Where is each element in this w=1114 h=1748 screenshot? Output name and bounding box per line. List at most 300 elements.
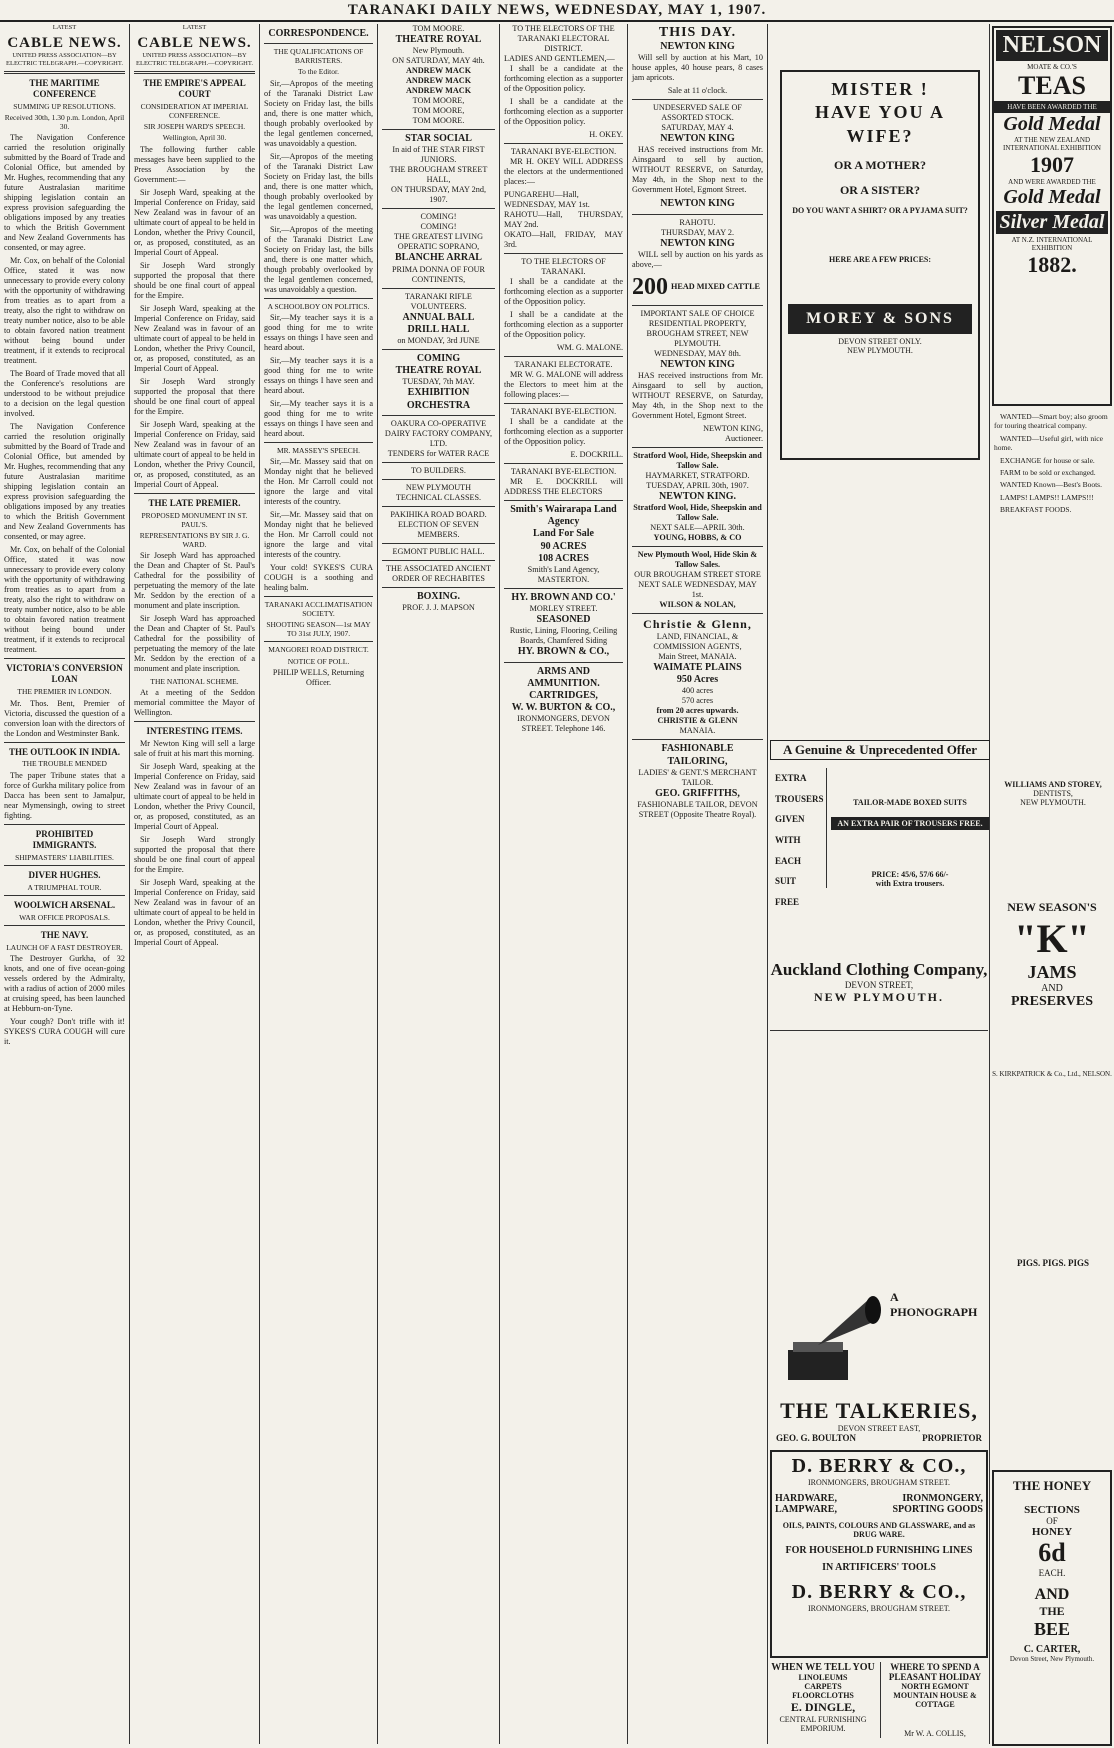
sale-heading: UNDESERVED SALE OF ASSORTED STOCK. [653, 103, 742, 123]
auction-paragraph: HAS received instructions from Mr. Ainsgaard to sell by auction, WITHOUT RESERVE, on Saturday, May 4th, in the Shop next to the Government Hotel, Egmont Street. [632, 371, 763, 421]
auctioneer-name: NEWTON KING. [658, 491, 737, 503]
credit-line: UNITED PRESS ASSOCIATION—BY [12, 52, 117, 60]
article-heading: THE OUTLOOK IN INDIA. [8, 746, 121, 757]
cattle-count: 200 [632, 273, 668, 300]
extra-trousers-sidebar [775, 768, 824, 913]
article-paragraph: Sir Joseph Ward, speaking at the Imperial Conference on Friday, said New Zealand was in favour of an ultimate court of appeal to be held in London, whether the Privy Council, or, as proposed, constituted, as an Imperial Court of Appeal. [134, 187, 255, 257]
sale-heading: Stratford Wool, Hide, Sheepskin and Tallow Sale. [633, 451, 762, 471]
phonograph-ad [890, 1290, 988, 1320]
this-day-heading: THIS DAY. [658, 25, 737, 40]
event-heading: BOXING. [416, 590, 461, 602]
article-subheading: THE TROUBLE MENDED [22, 759, 107, 769]
sale-place: HAYMARKET, STRATFORD. [645, 471, 750, 481]
letter-paragraph: Sir,—Mr. Massey said that on Monday night that he believed the Hon. Mr Carroll could not ignore the large and vital interests of the country. [264, 509, 373, 559]
berry-line: SPORTING GOODS [892, 1504, 983, 1515]
berry-address: IRONMONGERS, BROUGHAM STREET. [807, 1604, 951, 1613]
performer-name: ANDREW MACK [405, 86, 472, 96]
extra-word: WITH [775, 835, 801, 846]
performer-name: ANDREW MACK [405, 66, 472, 76]
berry-name: D. BERRY & CO., [791, 1455, 967, 1477]
letter-paragraph: Sir,—Apropos of the meeting of the Taranaki District Law Society on Friday last, the bills and, there is one matter which, though probably overlooked by the legal gentlemen concerned, was unavoidably a question. [264, 151, 373, 221]
classified-item: LAMPS! LAMPS!! LAMPS!!! [1000, 492, 1094, 502]
article-subheading: SHIPMASTERS' LIABILITIES. [15, 852, 114, 862]
extra-word: EACH [775, 855, 802, 866]
nelson-name: NELSON [996, 30, 1108, 61]
section-title: CORRESPONDENCE. [268, 28, 369, 39]
column-2 [130, 24, 260, 1744]
auction-paragraph: WILL sell by auction on his yards as above,— [632, 249, 763, 269]
performer-name: BLANCHE ARRAL [395, 252, 482, 264]
classifieds [994, 412, 1112, 517]
acreage: 108 ACRES [538, 552, 589, 564]
extra-word: TROUSERS [775, 793, 824, 804]
performer-name: ANDREW MACK [405, 76, 472, 86]
firm-name: Christie & Glenn, [643, 617, 752, 632]
firm-address: MANAIA. [679, 726, 716, 736]
teas-word: TEAS [1018, 71, 1086, 100]
article-heading: THE EMPIRE'S APPEAL COURT [143, 78, 246, 100]
sale-heading: IMPORTANT SALE OF CHOICE RESIDENTIAL PROPERTY, BROUGHAM STREET, NEW PLYMOUTH. [640, 309, 755, 349]
article-paragraph: The Board of Trade moved that all the Conference's resolutions are understood to be without prejudice to a decision on the legal question involved. [4, 369, 125, 419]
article-paragraph: Mr. Thos. Bent, Premier of Victoria, discussed the question of a conversion loan with the directors of the London and Westminster Bank. [4, 698, 125, 738]
firm-name: GEO. GRIFFITHS, [655, 787, 740, 799]
article-subheading: THE NATIONAL SCHEME. [150, 677, 239, 687]
text-line: COMING! [420, 212, 457, 222]
dentists-place: NEW PLYMOUTH. [1020, 798, 1086, 807]
notice-paragraph: MR W. G. MALONE will address the Electors to meet him at the following places:— [504, 370, 623, 399]
silver-medal: Silver Medal [996, 211, 1108, 234]
honey-line: BEE [1033, 1619, 1071, 1639]
firm-address: Main Street, MANAIA. [658, 652, 737, 662]
ad-subheading: CARTRIDGES, [529, 689, 598, 701]
carter-address: Devon Street, New Plymouth. [1009, 1655, 1095, 1663]
signature: WM. G. MALONE. [556, 343, 623, 352]
auctioneer-title: Auctioneer. [725, 434, 763, 444]
text-line: THE GREATEST LIVING OPERATIC SOPRANO, [394, 232, 483, 252]
mister-heading: WIFE? [846, 125, 914, 146]
notice-paragraph: I shall be a candidate at the forthcoming election as a supporter of the Opposition policy. [504, 310, 623, 339]
notice-heading: TO THE ELECTORS OF TARANAKI. [521, 257, 606, 276]
letter-heading: MR. MASSEY'S SPEECH. [276, 445, 361, 455]
auctioneer-name: NEWTON KING, [703, 424, 763, 434]
awarded-line: AND WERE AWARDED THE [1008, 178, 1096, 186]
auckland-place: NEW PLYMOUTH. [813, 990, 944, 1004]
article-paragraph: At a meeting of the Seddon memorial committee the Mayor of Wellington. [134, 688, 255, 718]
morey-address: DEVON STREET ONLY. [838, 337, 922, 347]
auckland-address: DEVON STREET, [844, 980, 914, 990]
kirkpatrick: S. KIRKPATRICK & Co., Ltd., NELSON. [992, 1070, 1112, 1078]
acreage: 950 Acres [676, 674, 719, 686]
notice-subheading: SHOOTING SEASON—1st MAY TO 31st JULY, 1907. [266, 620, 371, 639]
agency-name: Smith's Land Agency, [527, 564, 600, 574]
article-paragraph: Sir Joseph Ward strongly supported the proposal that there should be one final court of appeal for the Empire. [134, 835, 255, 875]
morey-logo: MOREY & SONS [788, 304, 972, 334]
berry-address: IRONMONGERS, BROUGHAM STREET. [807, 1478, 951, 1487]
text-line: NEW PLYMOUTH TECHNICAL CLASSES. [395, 482, 482, 502]
ad-subheading: Land For Sale [533, 528, 594, 540]
performer-name: TOM MOORE. [412, 116, 465, 126]
auctioneer-name: NEWTON KING [660, 237, 735, 249]
morey-place: NEW PLYMOUTH. [847, 346, 913, 356]
extra-pair-banner: AN EXTRA PAIR OF TROUSERS FREE. [831, 817, 989, 830]
latest-label: LATEST [52, 24, 77, 31]
text-line: THE BROUGHAM STREET HALL, [389, 165, 488, 185]
mister-question: OR A SISTER? [839, 183, 921, 198]
place-line: OKATO—Hall, FRIDAY, MAY 3rd. [504, 230, 623, 249]
article-subheading: LAUNCH OF A FAST DESTROYER. [6, 942, 123, 952]
acreage: 90 ACRES [540, 540, 587, 552]
theatre-heading: THEATRE ROYAL [395, 365, 482, 377]
berry-advertisement [770, 1450, 988, 1658]
merchant-name: HY. BROWN & CO., [517, 646, 610, 658]
extra-word: SUIT [775, 876, 797, 887]
berry-line: IN ARTIFICERS' TOOLS [822, 1562, 936, 1573]
honey-line: AND [1034, 1586, 1070, 1603]
year: 1882. [1027, 252, 1077, 277]
notice-heading: TARANAKI ACCLIMATISATION SOCIETY. [264, 599, 373, 619]
column-6 [628, 24, 768, 1744]
letter-paragraph: Sir,—My teacher says it is a good thing for me to write essays on things I have seen and heard about. [264, 355, 373, 395]
auctioneer-name: NEWTON KING [660, 133, 735, 145]
classified-item: WANTED Known—Best's Boots. [1000, 480, 1102, 490]
auction-paragraph: Will sell by auction at his Mart, 10 house apples, 40 house pears, 8 cases jam apricots. [632, 53, 763, 83]
article-paragraph: Mr Newton King will sell a large sale of fruit at his mart this morning. [134, 739, 255, 759]
text-line: ON THURSDAY, MAY 2nd, 1907. [390, 185, 486, 205]
text-line: TARANAKI RIFLE VOLUNTEERS. [405, 291, 472, 311]
notice-heading: TARANAKI BYE-ELECTION. [510, 407, 617, 416]
shirt-question: DO YOU WANT A SHIRT? OR A PYJAMA SUIT? [792, 206, 968, 216]
and-word: AND [1041, 983, 1063, 994]
advertisement: Your cold! SYKES'S CURA COUGH is a soothing and healing balm. [264, 562, 373, 592]
article-heading: PROHIBITED IMMIGRANTS. [32, 828, 97, 850]
expo-line: AT THE NEW ZEALAND INTERNATIONAL EXHIBITION [1003, 136, 1101, 152]
text-line: ON SATURDAY, MAY 4th. [392, 56, 485, 66]
berry-line: FOR HOUSEHOLD FURNISHING LINES [785, 1545, 973, 1556]
notice-heading: TARANAKI BYE-ELECTION. [510, 467, 617, 476]
firm-address: FASHIONABLE TAILOR, DEVON STREET (Opposite Theatre Royal). [637, 800, 758, 820]
column-1 [0, 24, 130, 1744]
cable-news-title: CABLE NEWS. [137, 34, 252, 51]
honey-line: THE [1039, 1604, 1065, 1618]
event-heading: EXHIBITION ORCHESTRA [406, 387, 471, 411]
to-editor: To the Editor. [298, 67, 339, 77]
column-3 [260, 24, 378, 1744]
sale-heading: New Plymouth Wool, Hide Skin & Tallow Sales. [637, 550, 758, 570]
credit-line: ELECTRIC TELEGRAPH.—COPYRIGHT. [6, 60, 123, 68]
holiday-place: NORTH EGMONT MOUNTAIN HOUSE & COTTAGE [893, 1682, 977, 1709]
article-subheading: THE PREMIER IN LONDON. [17, 687, 112, 697]
acreage: 570 acres [681, 696, 714, 706]
notice-heading: TARANAKI BYE-ELECTION. [510, 147, 617, 156]
text-line: TOM MOORE. [412, 24, 465, 33]
letter-heading: A SCHOOLBOY ON POLITICS. [267, 301, 370, 311]
notice-paragraph: I shall be a candidate at the forthcoming election as a supporter of the Opposition policy. [504, 97, 623, 126]
tailor-offer-body [826, 768, 989, 888]
cable-news-title: CABLE NEWS. [7, 34, 122, 51]
text-line: PROF. J. J. MAPSON [402, 602, 475, 612]
preserves-word: PRESERVES [1011, 994, 1093, 1009]
article-subheading: A TRIUMPHAL TOUR. [27, 882, 102, 892]
nelson-sub: MOATE & CO.'S [1027, 63, 1077, 71]
agency-name: Smith's Wairarapa Land Agency [510, 504, 617, 528]
honey-line: EACH. [1038, 1568, 1066, 1578]
article-subheading: SIR JOSEPH WARD'S SPEECH. [143, 122, 246, 132]
performer-name: TOM MOORE, [412, 96, 465, 106]
talkeries-ad [770, 1398, 988, 1443]
notice-subheading: NOTICE OF POLL. [287, 656, 350, 666]
holiday-heading: WHERE TO SPEND A PLEASANT HOLIDAY [888, 1662, 982, 1682]
gold-medal: Gold Medal [1003, 113, 1101, 135]
letter-paragraph: Sir,—Mr. Massey said that on Monday night that he believed the Hon. Mr Carroll could not ignore the large and vital interests of the country. [264, 456, 373, 506]
pigs-heading: PIGS. PIGS. PIGS [1016, 1258, 1090, 1268]
article-paragraph: Sir Joseph Ward has approached the Dean and Chapter of St. Paul's Cathedral for the possibility of perpetuating the memory of the late Mr. Seddon by the erection of a monument and plate inscription. [134, 551, 255, 611]
jams-word: JAMS [1027, 962, 1077, 982]
notice-paragraph: MR E. DOCKRILL will ADDRESS THE ELECTORS [504, 477, 623, 496]
sale-date: WEDNESDAY, MAY 8th. [654, 349, 741, 359]
proprietor-label: PROPRIETOR [922, 1433, 982, 1443]
extra-word: GIVEN [775, 814, 805, 825]
text-line: TO BUILDERS. [411, 465, 466, 475]
honey-ad [992, 1470, 1112, 1746]
signature: PHILIP WELLS, Returning Officer. [272, 667, 365, 687]
dateline: Received 30th, 1.30 p.m. London, April 30. [4, 113, 125, 132]
article-subheading: PROPOSED MONUMENT IN ST. PAUL'S. [141, 510, 248, 529]
merchant-address: MORLEY STREET. [529, 604, 598, 614]
price-line: PRICE: 45/6, 57/6 66/- [871, 870, 949, 879]
article-paragraph: Sir Joseph Ward strongly supported the proposal that there should be one final court of appeal for the Empire. [134, 260, 255, 300]
dateline: Wellington, April 30. [162, 133, 227, 143]
dingle-item: CARPETS [804, 1682, 842, 1691]
sale-date: NEXT SALE—APRIL 30th. [650, 523, 745, 533]
notice-paragraph: MR H. OKEY WILL ADDRESS the electors at the undermentioned places:— [504, 157, 623, 186]
sale-heading: Stratford Wool, Hide, Sheepskin and Tallow Sale. [633, 503, 762, 523]
credit-line: ELECTRIC TELEGRAPH.—COPYRIGHT. [136, 60, 253, 68]
dingle-name: E. DINGLE, [790, 1700, 856, 1714]
extra-word: EXTRA [775, 773, 807, 783]
merchant-name: W. W. BURTON & CO., [511, 702, 616, 714]
divider [770, 1030, 988, 1031]
article-paragraph: Sir Joseph Ward strongly supported the proposal that there should be one final court of appeal for the Empire. [134, 376, 255, 416]
text-line: OAKURA CO-OPERATIVE DAIRY FACTORY COMPANY, LTD. [384, 418, 493, 448]
extra-word: FREE [775, 897, 800, 908]
classified-item: WANTED—Smart boy; also groom for touring theatrical company. [994, 412, 1108, 431]
credit-line: UNITED PRESS ASSOCIATION—BY [142, 52, 247, 60]
article-subheading: SUMMING UP RESOLUTIONS. [13, 102, 116, 111]
article-paragraph: The Destroyer Gurkha, of 32 knots, and one of five ocean-going vessels ordered by the Admiralty, with a radius of action of 2000 miles at cruising speed, has been launched at Hebburn-on-Tyne. [4, 954, 125, 1014]
article-paragraph: Sir Joseph Ward, speaking at the Imperial Conference on Friday, said New Zealand was in favour of an ultimate court of appeal to be held in London, whether the Privy Council, or, as proposed, constituted, as an Imperial Court of Appeal. [134, 419, 255, 489]
sale-place: OUR BROUGHAM STREET STORE [634, 570, 761, 580]
text-line: TUESDAY, 7th MAY. [402, 377, 475, 387]
firm-name: CHRISTIE & GLENN [657, 716, 738, 726]
auctioneer-name: NEWTON KING [660, 198, 735, 210]
dingle-item: LINOLEUMS [798, 1673, 848, 1682]
jams-heading: NEW SEASON'S [1007, 900, 1097, 914]
honey-price: 6d [1038, 1538, 1066, 1567]
place-line: PUNGAREHU—Hall, WEDNESDAY, MAY 1st. [504, 190, 590, 209]
honey-line: HONEY [1031, 1526, 1073, 1538]
event-heading: COMING [416, 352, 461, 364]
dentists-name: WILLIAMS AND STOREY, [1004, 780, 1102, 789]
dentists-title: DENTISTS, [1033, 789, 1073, 798]
auckland-clothing [770, 960, 988, 1005]
berry-line: OILS, PAINTS, COLOURS AND GLASSWARE, and as DRUG WARE. [782, 1521, 976, 1539]
price-note: with Extra trousers. [875, 879, 945, 888]
berry-line: HARDWARE, [775, 1493, 837, 1504]
sale-date: SATURDAY, MAY 4. [661, 123, 734, 133]
letter-paragraph: Sir,—Apropos of the meeting of the Taranaki District Law Society on Friday last, the bills and, there is one matter which, though probably overlooked by the legal gentlemen concerned, was unavoidably a question. [264, 78, 373, 148]
event-heading: STAR SOCIAL [405, 133, 472, 145]
column-4 [378, 24, 500, 1744]
notice-heading: TARANAKI ELECTORATE. [514, 360, 613, 369]
letter-paragraph: Sir,—My teacher says it is a good thing for me to write essays on things I have seen and heard about. [264, 312, 373, 352]
talkeries-address: DEVON STREET EAST, [837, 1424, 921, 1433]
merchant-name: HY. BROWN AND CO.' [511, 591, 616, 603]
article-subheading: REPRESENTATIONS BY SIR J. G. WARD. [139, 530, 250, 549]
genuine-offer-heading: A Genuine & Unprecedented Offer [770, 740, 990, 760]
awarded-line: HAVE BEEN AWARDED THE [994, 101, 1110, 113]
ad-heading: WAIMATE PLAINS [653, 662, 742, 674]
article-paragraph: The Navigation Conference carried the resolution originally submitted by the Board of Trade and Colonial Office, but amended by Mr. Hughes, recommending that any future Australasian maritime shipping legislation contain an express provision safeguarding the obligations imposed by any treaties to which the British Government and New Zealand Governments has consented, or may agree. [4, 133, 125, 253]
acreage: 400 acres [681, 686, 714, 696]
classified-item: EXCHANGE for house or sale. [1000, 455, 1095, 465]
text-line: New Plymouth. [412, 46, 465, 56]
article-heading: DIVER HUGHES. [28, 869, 101, 880]
auctioneer-name: NEWTON KING [660, 41, 735, 53]
notice-paragraph: I shall be a candidate at the forthcoming election as a supporter of the Opposition policy. [504, 64, 623, 93]
honey-line: OF [1046, 1516, 1058, 1526]
berry-line: LAMPWARE, [775, 1504, 837, 1515]
year: 1907 [1030, 152, 1074, 177]
advertisement: Your cough? Don't trifle with it! SYKES'S CURA COUGH will cure it. [4, 1017, 125, 1047]
masthead: TARANAKI DAILY NEWS, WEDNESDAY, MAY 1, 1907. [0, 0, 1114, 22]
classified-item: FARM to be sold or exchanged. [1000, 467, 1096, 477]
article-heading: THE MARITIME CONFERENCE [29, 78, 100, 100]
text-line: TENDERS for WATER RACE [387, 448, 490, 458]
text-line: THE ASSOCIATED ANCIENT ORDER OF RECHABITES [385, 563, 492, 583]
proprietor-name: GEO. G. BOULTON [776, 1433, 857, 1443]
article-paragraph: The Navigation Conference carried the resolution originally submitted by the Board of Trade and Colonial Office, but amended by Mr. Hughes, recommending that any future Australasian maritime shipping legislation contain an express provision safeguarding the obligations imposed by any treaties to which the British Government and New Zealand Governments has consented, or may agree. [4, 422, 125, 542]
text-line: EGMONT PUBLIC HALL. [392, 546, 485, 556]
ad-subheading: LADIES' & GENT.'S MERCHANT TAILOR. [638, 767, 757, 787]
talkeries-name: THE TALKERIES, [780, 1398, 978, 1423]
firm-description: LAND, FINANCIAL, & COMMISSION AGENTS, [653, 632, 742, 652]
mister-advertisement [780, 70, 980, 460]
holiday-ad [880, 1662, 989, 1738]
article-paragraph: The paper Tribune states that a force of Gurkha military police from Dacca has been sent to Jamalpur, near Mymensingh, owing to street fighting. [4, 770, 125, 820]
auctioneer-name: NEWTON KING [660, 359, 735, 371]
article-subheading: CONSIDERATION AT IMPERIAL CONFERENCE. [140, 102, 249, 121]
text-line: In aid of THE STAR FIRST JUNIORS. [392, 145, 485, 165]
article-paragraph: Sir Joseph Ward, speaking at the Imperial Conference on Friday, said New Zealand was in favour of an ultimate court of appeal to be held in London, whether the Privy Council, or, as proposed, constituted, as an Imperial Court of Appeal. [134, 762, 255, 832]
article-subheading: WAR OFFICE PROPOSALS. [19, 912, 110, 922]
classified-item: BREAKFAST FOODS. [1000, 505, 1072, 514]
article-heading: VICTORIA'S CONVERSION LOAN [6, 663, 123, 685]
article-paragraph: The following further cable messages have been supplied to the Press Association by the Government:— [134, 144, 255, 184]
text-line: COMING! [420, 222, 457, 232]
phonograph-illustration [778, 1290, 883, 1390]
honey-line: SECTIONS [1024, 1504, 1080, 1516]
article-paragraph: Mr. Cox, on behalf of the Colonial Office, stated it was now unnecessary to provide every colony with the opportunity of withdrawing from treaties as to apart from a treaty, also the right to withdraw on treaty number notice, also to be able to obtain favored nation treatment without being bound under treatment, if it extends to reciprocal treatment. [4, 256, 125, 366]
firm-name: WILSON & NOLAN, [659, 600, 736, 610]
carter-name: C. CARTER, [1023, 1644, 1081, 1655]
classified-item: WANTED—Useful girl, with nice home. [994, 433, 1103, 453]
article-heading: THE LATE PREMIER. [148, 497, 241, 508]
article-paragraph: Sir Joseph Ward, speaking at the Imperial Conference on Friday, said New Zealand was in favour of an ultimate court of appeal to be held in London, whether the Privy Council, or, as proposed, constituted, as an Imperial Court of Appeal. [134, 878, 255, 948]
firm-name: YOUNG, HOBBS, & CO [653, 533, 742, 543]
gold-medal: Gold Medal [1003, 186, 1101, 208]
theatre-heading: THEATRE ROYAL [395, 34, 482, 45]
sale-time: Sale at 11 o'clock. [667, 86, 728, 96]
performer-name: TOM MOORE, [412, 106, 465, 116]
article-heading: INTERESTING ITEMS. [146, 726, 243, 737]
mister-question: OR A MOTHER? [833, 158, 926, 173]
sale-date: TUESDAY, APRIL 30th, 1907. [646, 481, 749, 491]
prices-heading: HERE ARE A FEW PRICES: [828, 255, 932, 265]
berry-line: IRONMONGERY, [902, 1493, 983, 1504]
notice-paragraph: I shall be a candidate at the forthcoming election as a supporter of the Opposition policy. [504, 417, 623, 446]
ad-heading: FASHIONABLE TAILORING, [661, 743, 734, 767]
expo-line: AT N.Z. INTERNATIONAL EXHIBITION [1011, 236, 1093, 252]
merchant-address: IRONMONGERS, DEVON STREET. Telephone 146. [517, 714, 610, 734]
dingle-address: CENTRAL FURNISHING EMPORIUM. [779, 1715, 867, 1733]
article-paragraph: Sir Joseph Ward has approached the Dean and Chapter of St. Paul's Cathedral for the possibility of perpetuating the memory of the late Mr. Seddon by the erection of a monument and plate inscription. [134, 614, 255, 674]
dingle-heading: WHEN WE TELL YOU [771, 1662, 875, 1673]
text-line: on MONDAY, 3rd JUNE [397, 335, 480, 345]
auction-paragraph: HAS received instructions from Mr. Ainsgaard to sell by auction, WITHOUT RESERVE, on Saturday, May 4th, in the Shop next to the Government Hotel, Egmont Street. [632, 145, 763, 195]
auckland-name: Auckland Clothing Company, [770, 960, 988, 979]
tailor-heading: TAILOR-MADE BOXED SUITS [853, 798, 967, 807]
text-line: PAKIHIKA ROAD BOARD. [390, 509, 487, 519]
holiday-contact: Mr W. A. COLLIS, [904, 1729, 966, 1738]
k-logo: "K" [1014, 916, 1090, 961]
article-paragraph: Sir Joseph Ward, speaking at the Imperial Conference on Friday, said New Zealand was in favour of an ultimate court of appeal to be held in London, whether the Privy Council, or, as proposed, constituted, as an Imperial Court of Appeal. [134, 303, 255, 373]
dingle-item: FLOORCLOTHS [792, 1691, 854, 1700]
cattle-label: HEAD MIXED CATTLE [671, 282, 761, 292]
article-paragraph: Mr. Cox, on behalf of the Colonial Office, stated it was now unnecessary to provide every colony with the opportunity of withdrawing from treaties as to apart from a treaty, also the right to withdraw on treaty number notice, also to be able to obtain favored nation treatment without being bound under treatment, if it extends to reciprocal treatment. [4, 545, 125, 655]
berry-name: D. BERRY & CO., [791, 1581, 967, 1603]
event-heading: ANNUAL BALL [402, 311, 475, 323]
notice-paragraph: I shall be a candidate at the forthcoming election as a supporter of the Opposition policy. [504, 277, 623, 306]
sale-date: THURSDAY, MAY 2. [660, 227, 735, 237]
agency-place: MASTERTON. [537, 574, 590, 584]
event-heading: DRILL HALL [407, 323, 470, 335]
ad-text: Rustic, Lining, Flooring, Ceiling Boards, Chamfered Siding [509, 626, 618, 646]
notice-heading: MANGOREI ROAD DISTRICT. [268, 645, 369, 655]
mister-heading: MISTER ! [831, 79, 929, 99]
ad-heading: ARMS AND AMMUNITION. [527, 665, 600, 689]
signature: E. DOCKRILL. [570, 450, 623, 459]
salutation: LADIES AND GENTLEMEN,— [504, 54, 615, 63]
column-5 [500, 24, 628, 1744]
nelson-teas-ad [992, 26, 1112, 406]
article-heading: WOOLWICH ARSENAL. [13, 899, 116, 910]
sale-date: NEXT SALE WEDNESDAY, MAY 1st. [638, 580, 757, 600]
sale-heading: RAHOTU. [679, 217, 716, 227]
phonograph-heading: A PHONOGRAPH [890, 1290, 978, 1319]
article-heading: THE NAVY. [40, 929, 89, 940]
acreage: from 20 acres upwards. [656, 706, 739, 716]
text-line: PRIMA DONNA OF FOUR CONTINENTS, [391, 264, 486, 284]
mister-heading: HAVE YOU A [814, 102, 946, 123]
jams-ad [992, 900, 1112, 1078]
latest-label: LATEST [182, 24, 207, 31]
dingle-ad [770, 1662, 876, 1733]
honey-heading: THE HONEY [1012, 1478, 1092, 1493]
notice-heading: TO THE ELECTORS OF THE TARANAKI ELECTORAL DISTRICT. [512, 24, 615, 53]
signature: H. OKEY. [589, 130, 623, 139]
letter-paragraph: Sir,—Apropos of the meeting of the Taranaki District Law Society on Friday last, the bills and, there is one matter which, though probably overlooked by the legal gentlemen concerned, was unavoidably a question. [264, 224, 373, 294]
text-line: ELECTION OF SEVEN MEMBERS. [398, 519, 479, 539]
